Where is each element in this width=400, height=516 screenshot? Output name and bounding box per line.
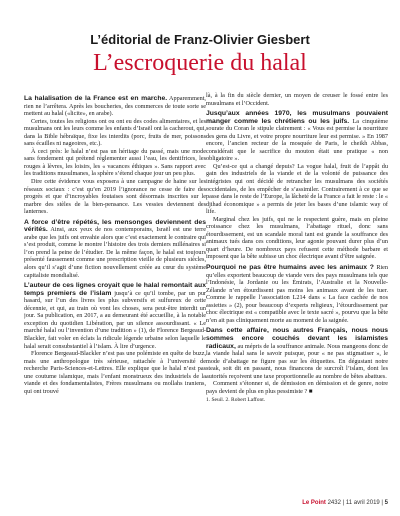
paragraph	[24, 219, 206, 279]
subheading: La halalisation de la France est en marche.	[24, 95, 168, 102]
paragraph-text: Qu’est-ce qui a changé depuis? La vogue halal, fruit de l’appât du gain des industriels de la viande et de la volonté de puissance des intégristes qui ont décidé de retrancher les musulmans des sociétés occidentales, de les empêcher de s’assimiler. Contrairement à ce que se passe dans le reste de l’Europe, la lâcheté de la France a fait le reste : le « djihad économique » a permis de jeter les bases d’une islamic way of life.	[206, 162, 388, 216]
paragraph	[206, 163, 388, 216]
paragraph-text: Dire cette évidence vous exposera à une campagne de haine sur les réseaux sociaux : c’est qu’en 2019 l’ignorance ne cesse de faire des progrès et que d’incroyables foutaises sont désormais inscrites sur le marbre des stèles de la bien-pensance. Les vessies deviennent des lanternes.	[24, 178, 206, 216]
left-column	[24, 92, 206, 492]
subheading: L’auteur de ces lignes croyait que le halal remontait aux temps premiers de l’islam	[24, 282, 206, 297]
paragraph-text: À ceci près: le halal n’est pas un héritage du passé, mais une mode sans fondement qui prétend réglementer aussi l’eau, les dentifrices, les rouges à lèvres, les loisirs, les « vacances éthiques ». Sans rapport avec les traditions musulmanes, la sphère s’étend chaque jour un peu plus.	[24, 147, 206, 178]
paragraph	[206, 264, 388, 324]
paragraph-text: Rien qu’elles exportent beaucoup de viande vers des pays musulmans tels que l’Indonésie, la Jordanie ou les Émirats, l’Australie et la Nouvelle-Zélande n’en étourdissent pas moins les animaux avant de les tuer. Comme le rappelle l’association L214 dans « La face cachée de nos assiettes » (2), pour beaucoup d’experts religieux, l’étourdissement par choc électrique est « compatible avec le texte sacré », pourvu que la bête n’en ait pas cliniquement morte au moment de la saignée.	[206, 264, 388, 324]
right-column	[206, 92, 388, 492]
paragraph	[24, 118, 206, 148]
magazine-brand: Le Point	[302, 500, 326, 506]
paragraph	[24, 282, 206, 350]
paragraph	[206, 92, 388, 107]
paragraph-text: au mépris de la souffrance animale. Nous mangeons donc de la viande halal sans le savoir puisque, pour « ne pas stigmatiser », le mode d’abattage ne figure pas sur les étiquettes. En dégustant notre steak, soit dit en passant, nous financons de surcroît l’islam, dont les autorités reçoivent une taxe proportionnelle au nombre de bêtes abattues.	[206, 342, 388, 380]
paragraph-text: La cinquième sourate du Coran le stipule clairement : « Vous est permise la nourriture des gens du Livre, et votre propre nourriture leur est permise. » En 1987 encore, l’ancien recteur de la mosquée de Paris, le cheikh Abbas, considérait que le sacrifice du mouton était une pratique « non obligatoire ».	[206, 117, 388, 163]
article-headline: L’escroquerie du halal	[93, 50, 307, 76]
page-footer	[0, 500, 388, 506]
paragraph-text: Apparemment, rien ne l’arrêtera. Après les boucheries, des commerces de toute sorte se mettent au halal («licite», en arabe).	[24, 95, 206, 118]
footnote: 1. Seuil. 2. Robert Laffont.	[206, 397, 266, 404]
paragraph	[206, 110, 388, 163]
paragraph	[24, 178, 206, 216]
paragraph	[24, 148, 206, 178]
paragraph	[206, 327, 388, 380]
paragraph-text: là, à la fin du siècle dernier, un moyen de creuser le fossé entre les musulmans et l’Occident.	[206, 92, 388, 107]
paragraph-text: Certes, toutes les religions ont ou ont eu des codes alimentaires, et les musulmans ont les leurs comme les enfants d’Israël ont la cacherout, qui, dans la Bible hébraïque, fixe les interdits (porc, fruits de mer, poissons sans écailles ni nageoires, etc.).	[24, 117, 206, 148]
paragraph-text: Florence Bergeaud-Blackler n’est pas une polémiste en quête de buzz, mais une anthropologue très sérieuse, rattachée à l’université de recherche Paris-Sciences-et-Lettres. Elle explique que le halal n’est pas une coutume islamique, mais l’enfant monstrueux des industriels de la viande et des fondamentalistes, Frères musulmans ou mollahs iraniens, qui ont trouvé	[24, 350, 206, 395]
paragraph	[24, 350, 206, 395]
paragraph-text: Comment s’étonner si, de démission en démission et de genre, notre pays devient de plus en plus pessimiste ? ■	[206, 380, 388, 395]
subheading: Pourquoi ne pas être humains avec les animaux ?	[206, 264, 374, 272]
subheading: Jusqu’aux années 1970, les musulmans pouvaient manger comme les chrétiens ou les juifs.	[206, 110, 388, 125]
editorial-kicker: L’éditorial de Franz-Olivier Giesbert	[90, 32, 310, 47]
paragraph	[206, 380, 388, 395]
paragraph-text: Ainsi, aux yeux de nos contemporains, Israël est une terre arabe que les juifs ont envahie alors que c’est exactement le contraire qui s’est produit, comme le montre l’histoire des trois derniers millénaires si l’on prend la peine de l’étudier. De la même façon, le halal est toujours présenté faussement comme une prescription vieille de plusieurs siècles, alors qu’il s’agit d’une fiction nouvellement créée au cœur du système capitaliste mondialisé.	[24, 226, 206, 279]
page-number: 5	[384, 500, 388, 506]
paragraph-text: Marginal chez les juifs, qui ne le respectent guère, mais en pleine croissance chez les musulmans, l’abattage rituel, donc sans étourdissement, est un scandale moral tant est grande la souffrance des animaux tués dans ces conditions, leur agonie pouvant durer plus d’un quart d’heure. De nombreux pays refusent cette méthode barbare et imposent que la bête subisse un choc électrique avant d’être saignée.	[206, 215, 388, 261]
paragraph-text: jusqu’à ce qu’il tombe, par un pur hasard, sur l’un des livres les plus subversifs et sulfureux de cette décennie, et qui, au train où vont les choses, sera peut-être interdit un jour. Sa publication, en 2017, a au demeurant été accueillie, à la notable exception du quotidien Libération, par un silence assourdissant. « Le marché halal ou l’invention d’une tradition » (1), de Florence Bergeaud-Blackler, fait voler en éclats la ridicule légende urbaine selon laquelle le halal serait consubstantiel à l’islam. À lire d’urgence.	[24, 289, 206, 350]
subheading: A force d’être répétés, les mensonges deviennent des vérités.	[24, 218, 206, 234]
paragraph	[24, 95, 206, 118]
issue-info: 2432 | 11 avril 2019 |	[327, 500, 383, 506]
paragraph	[206, 216, 388, 261]
subheading: Dans cette affaire, nous autres Français, nous nous sommes encore couchés devant les islamistes radicaux,	[206, 327, 388, 350]
